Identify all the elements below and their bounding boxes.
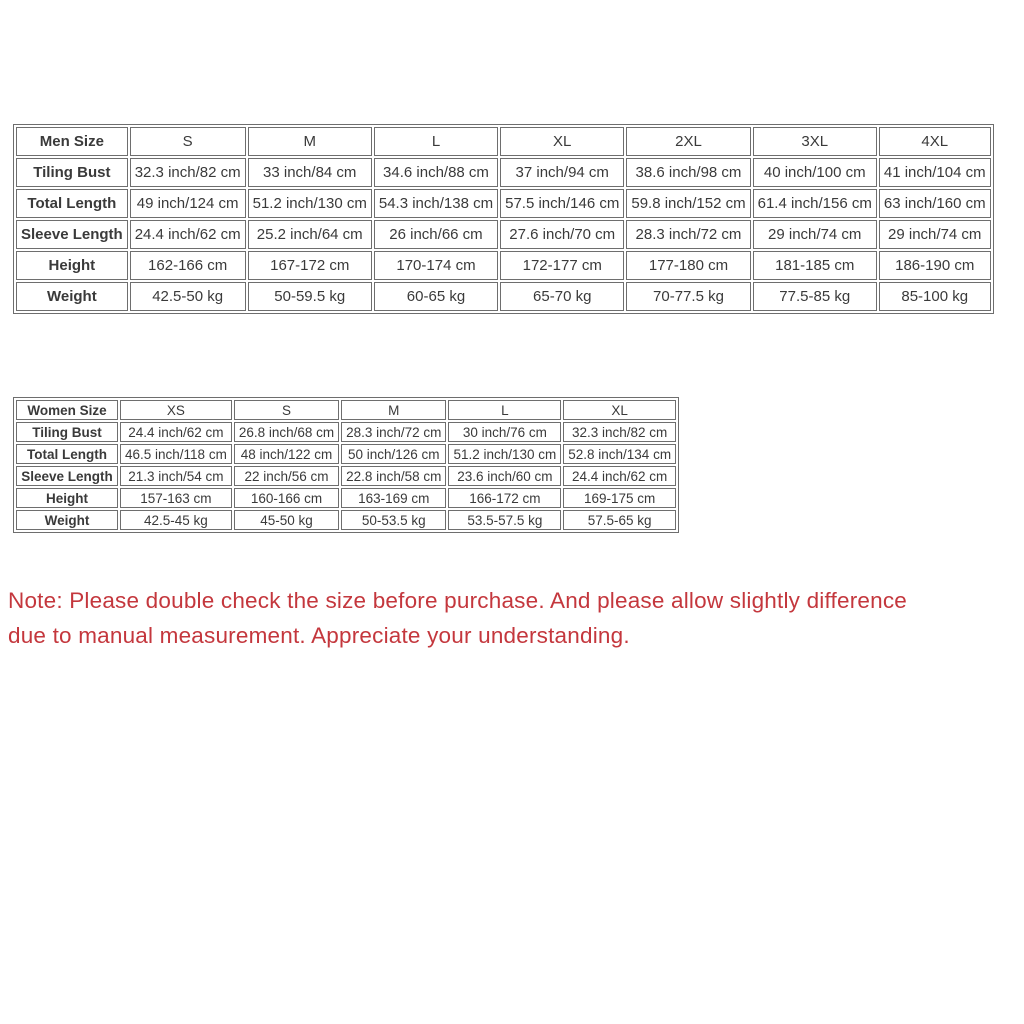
value-cell: 29 inch/74 cm [879, 220, 991, 249]
size-header-cell: XL [563, 400, 676, 420]
value-cell: 61.4 inch/156 cm [753, 189, 877, 218]
value-cell: 177-180 cm [626, 251, 750, 280]
table-row [16, 189, 991, 218]
value-cell: 70-77.5 kg [626, 282, 750, 311]
value-cell: 60-65 kg [374, 282, 498, 311]
men-size-table [13, 124, 994, 314]
header-row [16, 127, 991, 156]
table-row [16, 422, 676, 442]
value-cell: 24.4 inch/62 cm [130, 220, 246, 249]
row-label-cell: Sleeve Length [16, 220, 128, 249]
size-header-cell: L [448, 400, 561, 420]
value-cell: 28.3 inch/72 cm [626, 220, 750, 249]
row-label-cell: Height [16, 251, 128, 280]
size-header-cell: 4XL [879, 127, 991, 156]
header-row [16, 400, 676, 420]
value-cell: 23.6 inch/60 cm [448, 466, 561, 486]
size-header-cell: 2XL [626, 127, 750, 156]
table-title-cell: Women Size [16, 400, 118, 420]
value-cell: 24.4 inch/62 cm [120, 422, 232, 442]
value-cell: 45-50 kg [234, 510, 339, 530]
table-row [16, 282, 991, 311]
value-cell: 21.3 inch/54 cm [120, 466, 232, 486]
table-row [16, 466, 676, 486]
value-cell: 38.6 inch/98 cm [626, 158, 750, 187]
row-label-cell: Total Length [16, 444, 118, 464]
value-cell: 24.4 inch/62 cm [563, 466, 676, 486]
value-cell: 63 inch/160 cm [879, 189, 991, 218]
women-size-table [13, 397, 679, 533]
value-cell: 46.5 inch/118 cm [120, 444, 232, 464]
value-cell: 26.8 inch/68 cm [234, 422, 339, 442]
value-cell: 26 inch/66 cm [374, 220, 498, 249]
size-header-cell: S [234, 400, 339, 420]
value-cell: 77.5-85 kg [753, 282, 877, 311]
value-cell: 169-175 cm [563, 488, 676, 508]
row-label-cell: Tiling Bust [16, 158, 128, 187]
value-cell: 37 inch/94 cm [500, 158, 624, 187]
value-cell: 172-177 cm [500, 251, 624, 280]
row-label-cell: Weight [16, 282, 128, 311]
value-cell: 49 inch/124 cm [130, 189, 246, 218]
value-cell: 42.5-50 kg [130, 282, 246, 311]
value-cell: 170-174 cm [374, 251, 498, 280]
row-label-cell: Tiling Bust [16, 422, 118, 442]
size-header-cell: XL [500, 127, 624, 156]
value-cell: 34.6 inch/88 cm [374, 158, 498, 187]
value-cell: 57.5-65 kg [563, 510, 676, 530]
value-cell: 157-163 cm [120, 488, 232, 508]
value-cell: 167-172 cm [248, 251, 372, 280]
value-cell: 50-59.5 kg [248, 282, 372, 311]
value-cell: 40 inch/100 cm [753, 158, 877, 187]
row-label-cell: Weight [16, 510, 118, 530]
table-row [16, 444, 676, 464]
table-row [16, 220, 991, 249]
value-cell: 59.8 inch/152 cm [626, 189, 750, 218]
value-cell: 41 inch/104 cm [879, 158, 991, 187]
size-note [8, 584, 907, 653]
value-cell: 27.6 inch/70 cm [500, 220, 624, 249]
value-cell: 42.5-45 kg [120, 510, 232, 530]
value-cell: 52.8 inch/134 cm [563, 444, 676, 464]
value-cell: 54.3 inch/138 cm [374, 189, 498, 218]
value-cell: 32.3 inch/82 cm [130, 158, 246, 187]
value-cell: 48 inch/122 cm [234, 444, 339, 464]
value-cell: 65-70 kg [500, 282, 624, 311]
size-header-cell: M [341, 400, 446, 420]
value-cell: 85-100 kg [879, 282, 991, 311]
value-cell: 163-169 cm [341, 488, 446, 508]
value-cell: 29 inch/74 cm [753, 220, 877, 249]
value-cell: 28.3 inch/72 cm [341, 422, 446, 442]
value-cell: 186-190 cm [879, 251, 991, 280]
table-row [16, 158, 991, 187]
size-note-line-1: Note: Please double check the size before purchase. And please allow slightly difference [8, 588, 907, 613]
value-cell: 33 inch/84 cm [248, 158, 372, 187]
table-title-cell: Men Size [16, 127, 128, 156]
size-header-cell: XS [120, 400, 232, 420]
table-row [16, 251, 991, 280]
table-row [16, 488, 676, 508]
value-cell: 51.2 inch/130 cm [248, 189, 372, 218]
value-cell: 25.2 inch/64 cm [248, 220, 372, 249]
row-label-cell: Height [16, 488, 118, 508]
value-cell: 53.5-57.5 kg [448, 510, 561, 530]
value-cell: 32.3 inch/82 cm [563, 422, 676, 442]
row-label-cell: Sleeve Length [16, 466, 118, 486]
value-cell: 30 inch/76 cm [448, 422, 561, 442]
value-cell: 162-166 cm [130, 251, 246, 280]
value-cell: 50 inch/126 cm [341, 444, 446, 464]
size-header-cell: 3XL [753, 127, 877, 156]
value-cell: 50-53.5 kg [341, 510, 446, 530]
size-header-cell: M [248, 127, 372, 156]
value-cell: 181-185 cm [753, 251, 877, 280]
row-label-cell: Total Length [16, 189, 128, 218]
size-header-cell: L [374, 127, 498, 156]
size-note-line-2: due to manual measurement. Appreciate your understanding. [8, 622, 630, 648]
value-cell: 166-172 cm [448, 488, 561, 508]
value-cell: 22 inch/56 cm [234, 466, 339, 486]
value-cell: 22.8 inch/58 cm [341, 466, 446, 486]
table-row [16, 510, 676, 530]
value-cell: 57.5 inch/146 cm [500, 189, 624, 218]
value-cell: 51.2 inch/130 cm [448, 444, 561, 464]
value-cell: 160-166 cm [234, 488, 339, 508]
size-header-cell: S [130, 127, 246, 156]
